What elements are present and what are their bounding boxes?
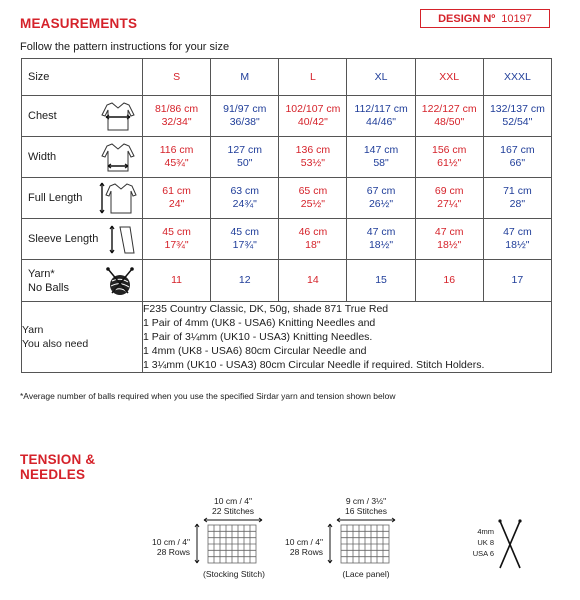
- full-length-row: [22, 178, 552, 219]
- size-xxl: XXL: [415, 59, 483, 96]
- full-length-label-cell: [22, 178, 143, 219]
- chest-garment-icon: [98, 100, 138, 132]
- full-length-l: 65 cm 25½": [279, 178, 347, 219]
- yarn-ball-icon: [102, 265, 138, 297]
- yarn-m: 12: [211, 260, 279, 302]
- swatch-2-height-labels: 10 cm / 4" 28 Rows: [285, 537, 323, 557]
- size-s: S: [143, 59, 211, 96]
- full-length-xxxl: 71 cm 28": [483, 178, 551, 219]
- swatch-1-width-labels: 10 cm / 4" 22 Stitches: [211, 496, 255, 516]
- requirement-line: 1 3¼mm (UK10 - USA3) 80cm Circular Needle if required. Stitch Holders.: [143, 359, 485, 371]
- requirements-label-cell: [22, 302, 143, 373]
- chest-label: Chest: [28, 110, 57, 122]
- chest-row: [22, 96, 552, 137]
- width-label-cell: [22, 137, 143, 178]
- sleeve-length-s: 45 cm 17¾": [143, 219, 211, 260]
- requirement-line: 1 4mm (UK8 - USA6) 80cm Circular Needle and: [143, 345, 367, 357]
- swatch-2-rows-arrow: [326, 523, 334, 565]
- full-length-xl: 67 cm 26½": [347, 178, 415, 219]
- width-xl: 147 cm 58": [347, 137, 415, 178]
- size-xl: XL: [347, 59, 415, 96]
- sleeve-length-label-cell: [22, 219, 143, 260]
- swatch-1-rows-arrow: [193, 523, 201, 565]
- size-xxxl: XXXL: [483, 59, 551, 96]
- size-m: M: [211, 59, 279, 96]
- size-label: Size: [22, 59, 143, 96]
- chest-xxxl: 132/137 cm 52/54": [483, 96, 551, 137]
- width-row: [22, 137, 552, 178]
- intro-text: Follow the pattern instructions for your size: [20, 41, 230, 53]
- measurements-heading: MEASUREMENTS: [20, 16, 138, 31]
- chest-xl: 112/117 cm 44/46": [347, 96, 415, 137]
- full-length-label: Full Length: [28, 192, 83, 204]
- swatch-2-width-labels: 9 cm / 3½" 16 Stitches: [344, 496, 388, 516]
- tension-heading: TENSION & NEEDLES: [20, 452, 96, 482]
- swatch-2-grid: [333, 517, 399, 565]
- yarn-l: 14: [279, 260, 347, 302]
- width-garment-icon: [98, 141, 138, 173]
- yarn-balls-row: [22, 260, 552, 302]
- sleeve-length-icon: [108, 223, 138, 255]
- sleeve-length-l: 46 cm 18": [279, 219, 347, 260]
- size-l: L: [279, 59, 347, 96]
- sleeve-length-row: [22, 219, 552, 260]
- also-need-label: You also need: [22, 338, 89, 350]
- sleeve-length-xxl: 47 cm 18½": [415, 219, 483, 260]
- chest-s: 81/86 cm 32/34": [143, 96, 211, 137]
- needle-sizes: 4mm UK 8 USA 6: [472, 527, 494, 558]
- crossed-needles-icon: [496, 518, 524, 570]
- measurements-table: [21, 58, 552, 373]
- width-m: 127 cm 50": [211, 137, 279, 178]
- full-length-s: 61 cm 24": [143, 178, 211, 219]
- requirements-row: [22, 302, 552, 373]
- requirement-line: 1 Pair of 3¼mm (UK10 - USA3) Knitting Needles.: [143, 331, 373, 343]
- chest-label-cell: [22, 96, 143, 137]
- full-length-garment-icon: [98, 181, 138, 215]
- yarn-label: Yarn*: [28, 267, 55, 280]
- size-header-row: [22, 59, 552, 96]
- yarn-xxxl: 17: [483, 260, 551, 302]
- chest-m: 91/97 cm 36/38": [211, 96, 279, 137]
- width-s: 116 cm 45¾": [143, 137, 211, 178]
- swatch-1-grid: [200, 517, 266, 565]
- yarn-req-label: Yarn: [22, 324, 44, 336]
- requirement-line: F235 Country Classic, DK, 50g, shade 871 True Red: [143, 303, 389, 315]
- width-xxl: 156 cm 61½": [415, 137, 483, 178]
- yarn-xxl: 16: [415, 260, 483, 302]
- width-xxxl: 167 cm 66": [483, 137, 551, 178]
- width-label: Width: [28, 151, 57, 163]
- full-length-xxl: 69 cm 27¼": [415, 178, 483, 219]
- footnote: *Average number of balls required when you use the specified Sirdar yarn and tension shown below: [20, 391, 396, 401]
- sleeve-length-m: 45 cm 17¾": [211, 219, 279, 260]
- design-number: 10197: [501, 12, 532, 25]
- yarn-xl: 15: [347, 260, 415, 302]
- sleeve-length-xxxl: 47 cm 18½": [483, 219, 551, 260]
- requirements-text: [143, 302, 552, 373]
- chest-xxl: 122/127 cm 48/50": [415, 96, 483, 137]
- design-number-box: [420, 9, 550, 28]
- yarn-s: 11: [143, 260, 211, 302]
- design-label: DESIGN Nº: [438, 12, 496, 25]
- width-l: 136 cm 53½": [279, 137, 347, 178]
- swatch-1-stitch: (Stocking Stitch): [203, 569, 265, 579]
- swatch-2-stitch: (Lace panel): [342, 569, 390, 579]
- requirement-line: 1 Pair of 4mm (UK8 - USA6) Knitting Needles and: [143, 317, 376, 329]
- sleeve-length-label: Sleeve Length: [28, 233, 99, 245]
- chest-l: 102/107 cm 40/42": [279, 96, 347, 137]
- swatch-1-height-labels: 10 cm / 4" 28 Rows: [152, 537, 190, 557]
- sleeve-length-xl: 47 cm 18½": [347, 219, 415, 260]
- full-length-m: 63 cm 24¾": [211, 178, 279, 219]
- no-balls-label: No Balls: [28, 281, 69, 294]
- yarn-label-cell: [22, 260, 143, 302]
